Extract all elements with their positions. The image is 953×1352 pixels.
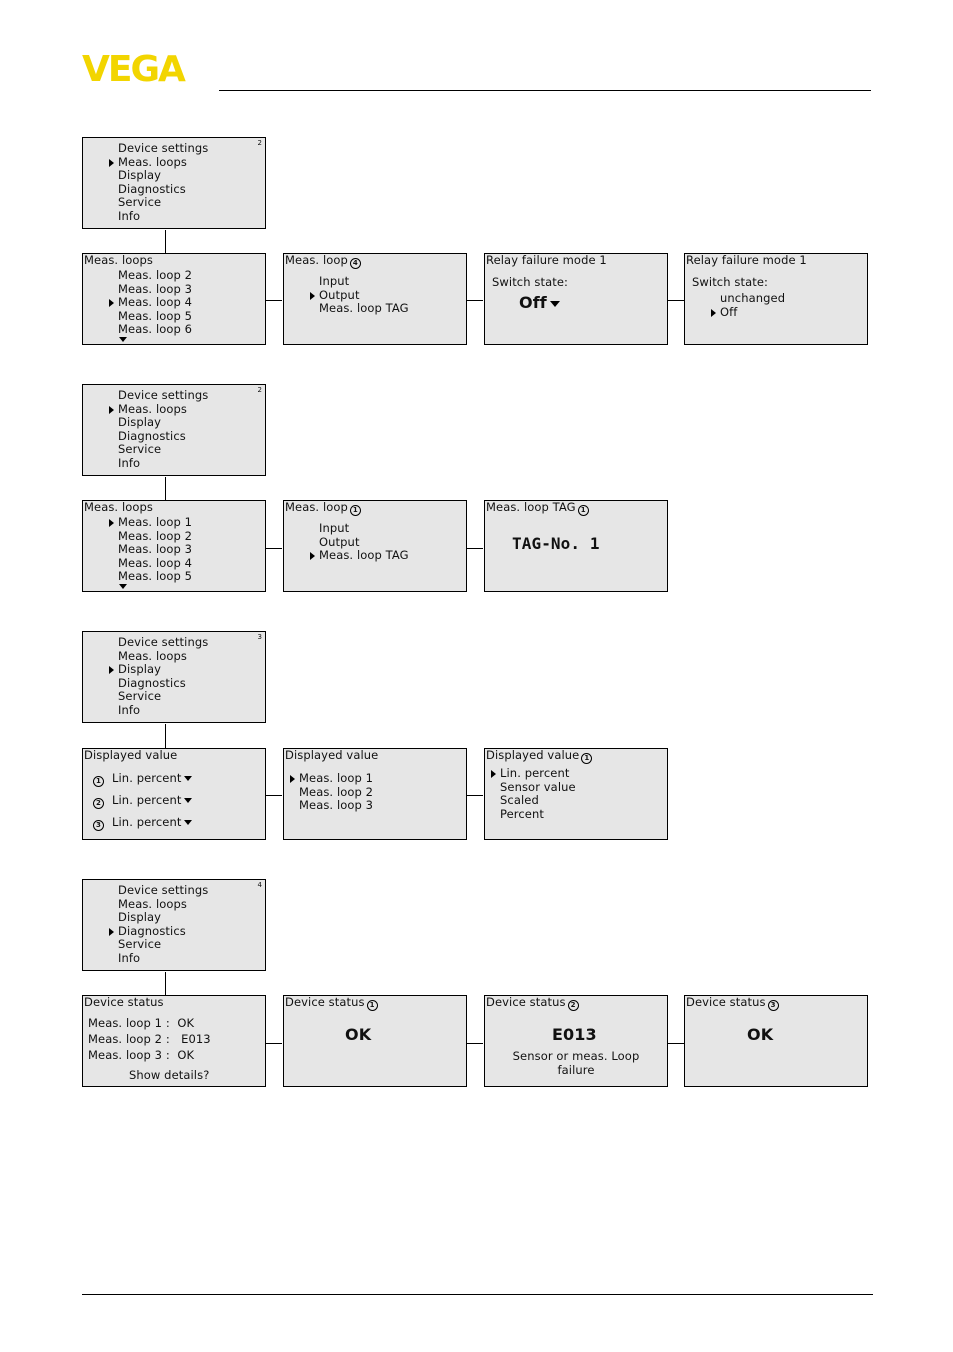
menu-item[interactable]: Diagnostics xyxy=(118,181,186,196)
screen-title: Meas. loop 1 xyxy=(285,501,361,516)
device-status-screen[interactable] xyxy=(82,995,266,1087)
list-item[interactable]: Output xyxy=(319,534,360,549)
meas-loop-tag-screen[interactable] xyxy=(484,500,668,592)
cursor-icon xyxy=(711,309,716,317)
menu-item[interactable]: Display xyxy=(118,415,162,430)
connector xyxy=(165,477,166,500)
menu-item[interactable]: Service xyxy=(118,937,162,952)
cursor-icon xyxy=(310,552,315,560)
vega-logo xyxy=(82,50,212,84)
menu-item[interactable]: Service xyxy=(118,689,162,704)
connector xyxy=(266,300,282,301)
list-item[interactable]: Meas. loop 1 xyxy=(299,772,373,786)
screen-title: Relay failure mode 1 xyxy=(686,253,807,267)
connector xyxy=(467,548,483,549)
meas-loops-screen[interactable] xyxy=(82,253,266,345)
connector xyxy=(668,300,684,301)
list-item[interactable]: Meas. loop 1 xyxy=(118,516,192,530)
dropdown-arrow-icon[interactable] xyxy=(184,776,192,781)
switch-state-value[interactable]: Off xyxy=(519,294,560,312)
menu-item[interactable]: Info xyxy=(118,950,141,965)
displayed-value-screen[interactable] xyxy=(82,748,266,840)
screen-title: Device status 2 xyxy=(486,996,579,1011)
page-number: 2 xyxy=(257,139,262,147)
menu-item[interactable]: Device settings xyxy=(118,635,209,649)
menu-item[interactable]: Meas. loops xyxy=(118,156,208,170)
loop-number-icon: 3 xyxy=(93,820,104,831)
loop-number-icon: 1 xyxy=(581,753,592,764)
status-value: OK xyxy=(747,1025,774,1044)
list-item[interactable]: Meas. loop 4 xyxy=(118,296,192,310)
dropdown-arrow-icon[interactable] xyxy=(184,820,192,825)
connector xyxy=(266,1043,282,1044)
screen-title: Relay failure mode 1 xyxy=(486,253,607,267)
list-item[interactable]: Meas. loop 5 xyxy=(118,569,193,584)
status-row: Meas. loop 1 : OK xyxy=(88,1016,195,1030)
loop-number-icon: 2 xyxy=(568,1000,579,1011)
menu-item[interactable]: Device settings xyxy=(118,141,209,155)
meas-loop-menu-screen[interactable] xyxy=(283,253,467,345)
option-item[interactable]: Off xyxy=(720,306,785,320)
menu-item[interactable]: Service xyxy=(118,195,162,210)
displayed-row[interactable]: 1 Lin. percent xyxy=(93,772,192,787)
scroll-down-icon[interactable] xyxy=(119,584,127,589)
menu-item[interactable]: Device settings xyxy=(118,883,209,897)
meas-loop-menu-screen[interactable] xyxy=(283,500,467,592)
loop-number-icon: 3 xyxy=(768,1000,779,1011)
displayed-row[interactable]: 2 Lin. percent xyxy=(93,794,192,809)
logo-text: VEGA xyxy=(82,50,184,84)
displayed-value-options-screen[interactable] xyxy=(484,748,668,840)
list-item[interactable]: Input xyxy=(319,274,350,288)
option-item[interactable]: Percent xyxy=(500,806,544,821)
page-number: 3 xyxy=(257,633,262,641)
connector xyxy=(668,1043,684,1044)
menu-item[interactable]: Info xyxy=(118,455,141,470)
cursor-icon xyxy=(491,770,496,778)
screen-title: Device status xyxy=(84,995,164,1009)
displayed-row[interactable]: 3 Lin. percent xyxy=(93,816,192,831)
connector xyxy=(467,795,483,796)
list-item[interactable]: Meas. loop TAG xyxy=(319,301,409,316)
tag-value[interactable]: TAG-No. 1 xyxy=(512,534,600,553)
loop-number-icon: 2 xyxy=(93,798,104,809)
menu-item[interactable]: Display xyxy=(118,663,208,677)
device-status-loop1-screen[interactable] xyxy=(283,995,467,1087)
device-status-loop2-screen[interactable] xyxy=(484,995,668,1087)
screen-title: Meas. loop TAG 1 xyxy=(486,501,589,516)
menu-item[interactable]: Diagnostics xyxy=(118,428,186,443)
screen-title: Device status 3 xyxy=(686,996,779,1011)
show-details-prompt[interactable]: Show details? xyxy=(129,1068,210,1082)
connector xyxy=(467,300,483,301)
loop-number-icon: 1 xyxy=(93,776,104,787)
status-description: failure xyxy=(557,1063,595,1077)
page-number: 2 xyxy=(257,386,262,394)
list-item[interactable]: Meas. loop 5 xyxy=(118,308,193,323)
option-item[interactable]: Scaled xyxy=(500,793,539,808)
connector xyxy=(165,230,166,253)
menu-item[interactable]: Device settings xyxy=(118,388,209,402)
list-item[interactable]: Input xyxy=(319,521,350,535)
cursor-icon xyxy=(310,292,315,300)
main-menu-screen[interactable] xyxy=(82,137,266,229)
list-item[interactable]: Meas. loop 6 xyxy=(118,322,193,337)
dropdown-arrow-icon[interactable] xyxy=(184,798,192,803)
menu-item[interactable]: Display xyxy=(118,168,162,183)
screen-title: Device status 1 xyxy=(285,996,378,1011)
scroll-down-icon[interactable] xyxy=(119,337,127,342)
menu-item[interactable]: Display xyxy=(118,910,162,925)
main-menu-screen[interactable] xyxy=(82,631,266,723)
footer-rule xyxy=(82,1294,873,1295)
list-item[interactable]: Meas. loop 2 xyxy=(118,268,193,282)
connector xyxy=(467,1043,483,1044)
cursor-icon xyxy=(109,159,114,167)
menu-item[interactable]: Meas. loops xyxy=(118,648,188,663)
menu-item[interactable]: Diagnostics xyxy=(118,675,186,690)
menu-item[interactable]: Meas. loops xyxy=(118,403,208,417)
list-item[interactable]: Meas. loop 2 xyxy=(118,528,193,543)
main-menu-screen[interactable] xyxy=(82,879,266,971)
loop-number-icon: 4 xyxy=(350,258,361,269)
connector xyxy=(266,548,282,549)
header-rule xyxy=(219,90,871,91)
displayed-value-loops-screen[interactable] xyxy=(283,748,467,840)
status-row: Meas. loop 3 : OK xyxy=(88,1048,195,1062)
switch-state-label: Switch state: xyxy=(492,275,568,289)
switch-state-label: Switch state: xyxy=(692,275,768,289)
screen-title: Meas. loop 4 xyxy=(285,254,361,269)
list-item[interactable]: Meas. loop TAG xyxy=(319,549,409,563)
cursor-icon xyxy=(109,666,114,674)
screen-title: Meas. loops xyxy=(84,500,154,514)
loop-number-icon: 1 xyxy=(578,505,589,516)
loop-number-icon: 1 xyxy=(367,1000,378,1011)
menu-item[interactable]: Diagnostics xyxy=(118,925,208,939)
connector xyxy=(266,795,282,796)
status-value: E013 xyxy=(552,1025,597,1044)
connector xyxy=(165,972,166,995)
list-item[interactable]: Meas. loop 3 xyxy=(118,281,193,296)
screen-title: Displayed value xyxy=(84,748,178,762)
screen-title: Displayed value xyxy=(285,748,379,762)
list-item[interactable]: Meas. loop 3 xyxy=(118,542,193,557)
loop-number-icon: 1 xyxy=(350,505,361,516)
connector xyxy=(165,724,166,748)
screen-title: Meas. loops xyxy=(84,253,154,267)
cursor-icon xyxy=(109,406,114,414)
menu-item[interactable]: Info xyxy=(118,702,141,717)
menu-item[interactable]: Meas. loops xyxy=(118,896,188,911)
cursor-icon xyxy=(290,775,295,783)
list-item[interactable]: Meas. loop 3 xyxy=(299,798,374,813)
option-item[interactable]: Sensor value xyxy=(500,779,576,794)
screen-title: Displayed value 1 xyxy=(486,749,592,764)
device-status-loop3-screen[interactable] xyxy=(684,995,868,1087)
main-menu-screen[interactable] xyxy=(82,384,266,476)
status-row: Meas. loop 2 : E013 xyxy=(88,1032,211,1046)
list-item[interactable]: Output xyxy=(319,289,409,303)
list-item[interactable]: Meas. loop 2 xyxy=(299,784,374,799)
cursor-icon xyxy=(109,299,114,307)
option-item[interactable]: Lin. percent xyxy=(500,767,576,781)
status-description: Sensor or meas. Loop xyxy=(512,1049,640,1063)
dropdown-arrow-icon[interactable] xyxy=(550,301,560,307)
relay-failure-select-screen[interactable] xyxy=(684,253,868,345)
cursor-icon xyxy=(109,928,114,936)
menu-item[interactable]: Info xyxy=(118,208,141,223)
list-item[interactable]: Meas. loop 4 xyxy=(118,555,193,570)
status-value: OK xyxy=(345,1025,372,1044)
meas-loops-screen[interactable] xyxy=(82,500,266,592)
page-number: 4 xyxy=(257,881,262,889)
cursor-icon xyxy=(109,519,114,527)
menu-item[interactable]: Service xyxy=(118,442,162,457)
relay-failure-screen[interactable] xyxy=(484,253,668,345)
option-item[interactable]: unchanged xyxy=(720,291,786,305)
